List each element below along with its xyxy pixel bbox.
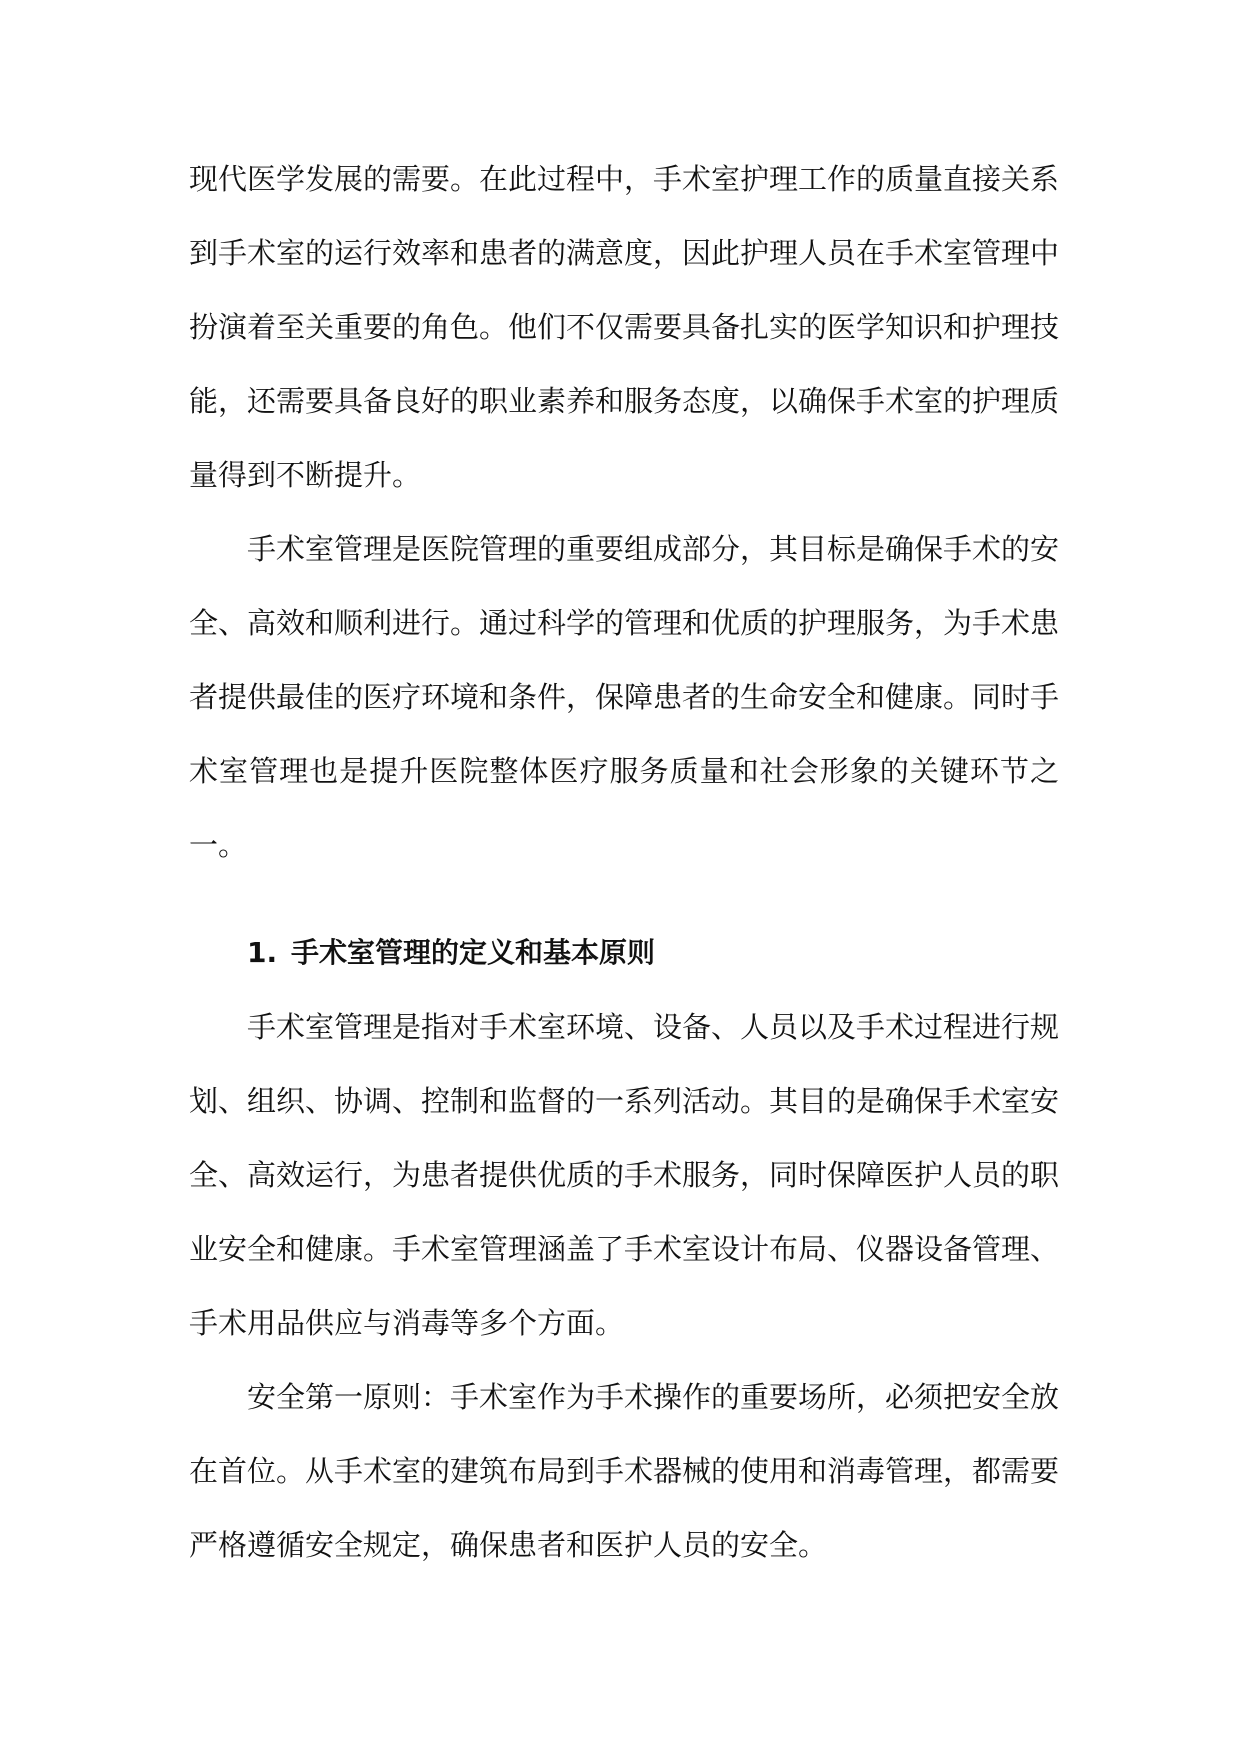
paragraph-line: 量得到不断提升。 <box>189 458 422 492</box>
paragraph-line: 业安全和健康。手术室管理涵盖了手术室设计布局、仪器设备管理、 <box>189 1232 1060 1266</box>
paragraph-line: 者提供最佳的医疗环境和条件，保障患者的生命安全和健康。同时手 <box>189 680 1060 714</box>
paragraph-line: 术室管理也是提升医院整体医疗服务质量和社会形象的关键环节之 <box>189 754 1059 788</box>
section-title: 手术室管理的定义和基本原则 <box>291 936 656 969</box>
paragraph-line: 划、组织、协调、控制和监督的一系列活动。其目的是确保手术室安 <box>189 1084 1060 1118</box>
paragraph-1 <box>189 142 1059 512</box>
paragraph-line: 手术室管理是医院管理的重要组成部分，其目标是确保手术的安 <box>247 532 1060 566</box>
heading-spacer <box>189 882 1059 916</box>
paragraph-line: 全、高效运行，为患者提供优质的手术服务，同时保障医护人员的职 <box>189 1158 1060 1192</box>
paragraph-line: 安全第一原则：手术室作为手术操作的重要场所，必须把安全放 <box>247 1380 1060 1414</box>
paragraph-line: 能，还需要具备良好的职业素养和服务态度，以确保手术室的护理质 <box>189 384 1060 418</box>
paragraph-line: 手术用品供应与消毒等多个方面。 <box>189 1306 625 1340</box>
paragraph-line: 一。 <box>189 828 248 862</box>
section-number: 1. <box>247 936 278 969</box>
paragraph-line: 全、高效和顺利进行。通过科学的管理和优质的护理服务，为手术患 <box>189 606 1060 640</box>
paragraph-line: 手术室管理是指对手术室环境、设备、人员以及手术过程进行规 <box>247 1010 1060 1044</box>
paragraph-2 <box>189 512 1059 882</box>
paragraph-line: 扮演着至关重要的角色。他们不仅需要具备扎实的医学知识和护理技 <box>189 310 1060 344</box>
paragraph-line: 现代医学发展的需要。在此过程中，手术室护理工作的质量直接关系 <box>189 162 1060 196</box>
paragraph-3 <box>189 990 1059 1360</box>
paragraph-line: 严格遵循安全规定，确保患者和医护人员的安全。 <box>189 1528 828 1562</box>
section-heading <box>189 916 1059 990</box>
document-body <box>189 142 1059 1582</box>
paragraph-line: 在首位。从手术室的建筑布局到手术器械的使用和消毒管理，都需要 <box>189 1454 1060 1488</box>
paragraph-line: 到手术室的运行效率和患者的满意度，因此护理人员在手术室管理中 <box>189 236 1060 270</box>
paragraph-4 <box>189 1360 1059 1582</box>
